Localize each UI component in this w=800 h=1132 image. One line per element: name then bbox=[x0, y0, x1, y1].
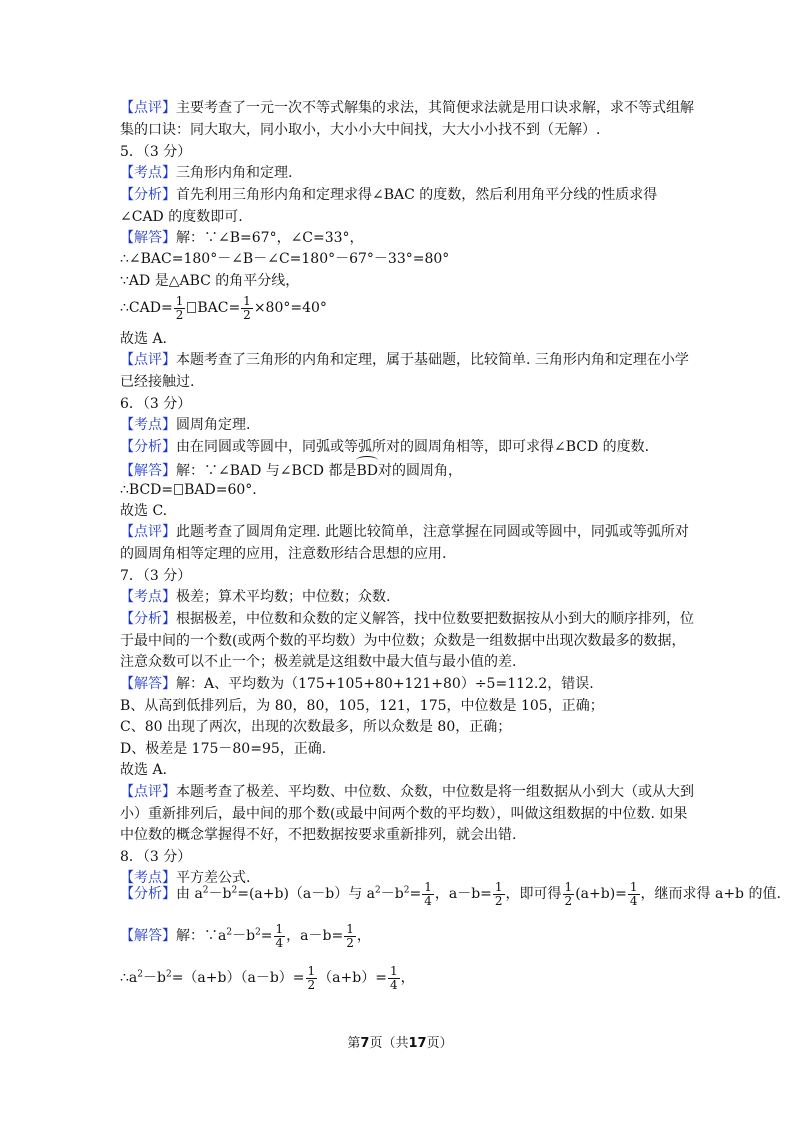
tag-fenxi: 【分析】 bbox=[120, 611, 176, 627]
tag-dianping: 【点评】 bbox=[120, 100, 176, 116]
fraction: $\frac{1}{4}$ bbox=[275, 921, 284, 950]
jieda-line: 【解答】解：$\because a^2-b^2=$ $\frac{1}{4}$ ，a－b= $\frac{1}{2}$ ， bbox=[120, 921, 371, 950]
total-pages: 17 bbox=[408, 1036, 427, 1051]
fraction: $\frac{1}{2}$ bbox=[243, 293, 251, 322]
text: ∴BCD= bbox=[120, 482, 174, 498]
tag-jieda: 【解答】 bbox=[120, 928, 176, 944]
jieda-line bbox=[120, 228, 685, 248]
fraction: $\frac{1}{4}$ bbox=[629, 879, 638, 908]
math-line: $\therefore a^2-b^2=(a+b)(a-b)=$ $\frac{1}{2}$ （a+b）= $\frac{1}{4}$ ， bbox=[120, 963, 415, 992]
fenxi-line bbox=[120, 437, 685, 457]
arc-symbol: BD bbox=[356, 458, 378, 481]
jieda-line bbox=[120, 674, 685, 694]
comment-line bbox=[120, 782, 694, 802]
tag-fenxi: 【分析】 bbox=[120, 439, 176, 455]
missing-glyph-box bbox=[187, 302, 196, 313]
comment-line bbox=[120, 522, 689, 542]
fenxi-line: 【分析】由 $a^2-b^2=(a+b)(a-b)$与 $a^2-b^2=$ $\frac{1}{4}$ ，a－b= $\frac{1}{2}$ ，即可得 $\frac{1}{2}$ (a+b)= $\frac{1}{4}$ ，继而求得 a+b 的值. bbox=[120, 879, 781, 908]
question-number: 6．（3 分） bbox=[120, 396, 192, 412]
text-line: ∠CAD 的度数即可. bbox=[120, 209, 243, 225]
text: 解：∵∠BAD 与∠BCD 都是 bbox=[176, 463, 357, 479]
text-line: C、80 出现了两次，出现的次数最多，所以众数是 80，正确； bbox=[120, 719, 512, 735]
jieda-line bbox=[120, 458, 685, 481]
tag-kaodian: 【考点】 bbox=[120, 589, 176, 605]
text: 本题考查了极差、平均数、中位数、众数，中位数是将一组数据从小到大（或从大到 bbox=[176, 784, 694, 800]
math-line: ∴∠BAC=180°－∠B－∠C=180°－67°－33°=80° bbox=[120, 251, 450, 267]
tag-fenxi: 【分析】 bbox=[120, 886, 176, 902]
tag-jieda: 【解答】 bbox=[120, 230, 176, 246]
text: 解：∵∠B=67°，∠C=33°， bbox=[176, 230, 364, 246]
fraction: $\frac{1}{2}$ bbox=[307, 963, 316, 992]
text-line: 于最中间的一个数(或两个数的平均数）为中位数；众数是一组数据中出现次数最多的数据， bbox=[120, 633, 686, 649]
fraction: $\frac{1}{2}$ bbox=[564, 879, 573, 908]
math-line: ∵AD 是△ABC 的角平分线， bbox=[120, 273, 300, 289]
kaodian-line bbox=[120, 587, 685, 607]
text: 由在同圆或等圆中，同弧或等弧所对的圆周角相等，即可求得∠BCD 的度数. bbox=[176, 439, 650, 455]
question-number: 8．（3 分） bbox=[120, 849, 192, 865]
text: 首先利用三角形内角和定理求得∠BAC 的度数，然后利用角平分线的性质求得 bbox=[176, 187, 658, 203]
comment-line bbox=[120, 350, 689, 370]
choice-line: 故选 A. bbox=[120, 762, 168, 778]
text: ×80°=40° bbox=[253, 300, 327, 316]
kaodian-line bbox=[120, 415, 685, 435]
text-line: 小）重新排列后，最中间的那个数(或最中间两个数的平均数），叫做这组数据的中位数. 如果 bbox=[120, 806, 688, 822]
comment-line bbox=[120, 98, 694, 118]
tag-jieda: 【解答】 bbox=[120, 676, 176, 692]
tag-kaodian: 【考点】 bbox=[120, 870, 176, 886]
math-line bbox=[120, 480, 685, 500]
text: 根据极差，中位数和众数的定义解答，找中位数要把数据按从小到大的顺序排列，位 bbox=[176, 611, 694, 627]
question-number: 5．（3 分） bbox=[120, 144, 192, 160]
fraction: $\frac{1}{4}$ bbox=[424, 879, 432, 908]
text-line: 已经接触过. bbox=[120, 374, 195, 390]
fraction: $\frac{1}{2}$ bbox=[346, 921, 354, 950]
text: 解：A、平均数为（175+105+80+121+80）÷5=112.2，错误. bbox=[176, 676, 594, 692]
fraction: $\frac{1}{4}$ bbox=[389, 963, 398, 992]
current-page: 7 bbox=[360, 1036, 370, 1051]
text-line: 集的口诀：同大取大，同小取小，大小小大中间找，大大小小找不到（无解）. bbox=[120, 122, 601, 138]
text: ∴CAD= bbox=[120, 300, 173, 316]
text: 平方差公式. bbox=[176, 870, 251, 886]
text: 此题考查了圆周角定理. 此题比较简单，注意掌握在同圆或等圆中，同弧或等弧所对 bbox=[176, 524, 689, 540]
tag-fenxi: 【分析】 bbox=[120, 187, 176, 203]
text: 圆周角定理. bbox=[176, 417, 251, 433]
text-line: 的圆周角相等定理的应用，注意数形结合思想的应用. bbox=[120, 546, 447, 562]
question-number: 7．（3 分） bbox=[120, 568, 192, 584]
text-line: D、极差是 175－80=95，正确. bbox=[120, 741, 327, 757]
tag-dianping: 【点评】 bbox=[120, 784, 176, 800]
text: BAD=60°. bbox=[184, 482, 257, 498]
text-line: 中位数的概念掌握得不好，不把数据按要求重新排列，就会出错. bbox=[120, 827, 517, 843]
math-line bbox=[120, 291, 685, 325]
text: 对的圆周角， bbox=[377, 463, 462, 479]
fraction: $\frac{1}{2}$ bbox=[494, 879, 503, 908]
kaodian-line bbox=[120, 163, 685, 183]
text: 主要考查了一元一次不等式解集的求法，其简便求法就是用口诀求解，求不等式组解 bbox=[176, 100, 694, 116]
tag-dianping: 【点评】 bbox=[120, 524, 176, 540]
page-footer: 第7页（共17页） bbox=[347, 1036, 453, 1051]
tag-jieda: 【解答】 bbox=[120, 463, 176, 479]
fenxi-line bbox=[120, 609, 694, 629]
choice-line: 故选 A. bbox=[120, 331, 168, 347]
missing-glyph-box bbox=[174, 484, 183, 495]
tag-kaodian: 【考点】 bbox=[120, 417, 176, 433]
text: BAC= bbox=[197, 300, 241, 316]
text-line: B、从高到低排列后，为 80，80，105，121，175，中位数是 105，正确； bbox=[120, 698, 604, 714]
text: 三角形内角和定理. bbox=[176, 165, 293, 181]
fenxi-line bbox=[120, 185, 685, 205]
choice-line: 故选 C. bbox=[120, 503, 168, 519]
tag-dianping: 【点评】 bbox=[120, 352, 176, 368]
fraction: $\frac{1}{2}$ bbox=[175, 293, 184, 322]
text-line: 注意众数可以不止一个；极差就是这组数中最大值与最小值的差. bbox=[120, 654, 517, 670]
text: 本题考查了三角形的内角和定理，属于基础题，比较简单. 三角形内角和定理在小学 bbox=[176, 352, 689, 368]
text: 极差；算术平均数；中位数；众数. bbox=[176, 589, 391, 605]
tag-kaodian: 【考点】 bbox=[120, 165, 176, 181]
